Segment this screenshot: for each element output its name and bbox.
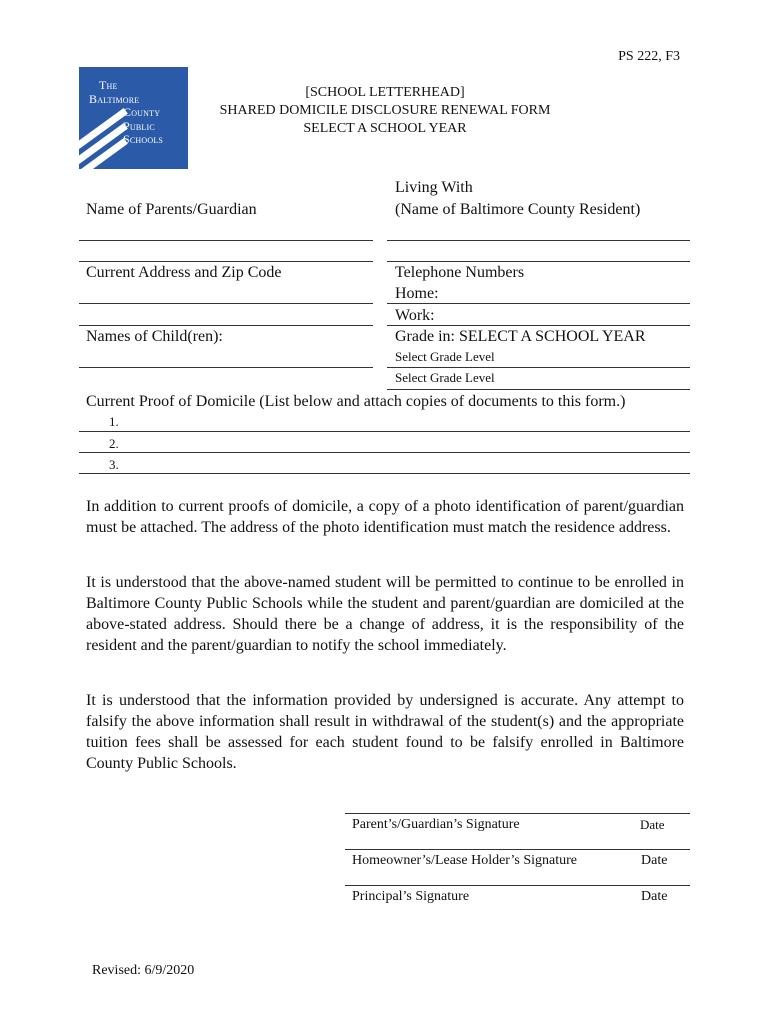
address-top-line: [79, 261, 373, 262]
grade-level-select-1[interactable]: Select Grade Level: [395, 349, 495, 364]
principal-signature-line[interactable]: [345, 885, 690, 886]
parents-guardian-label: Name of Parents/Guardian: [86, 201, 257, 218]
logo-line-county: County: [123, 105, 161, 119]
work-phone-label: Work:: [395, 307, 435, 324]
proof-item-3: 3.: [109, 457, 119, 472]
form-code: PS 222, F3: [618, 49, 680, 64]
logo-text: [89, 78, 164, 147]
parent-signature-date: Date: [640, 817, 665, 832]
paragraph-enrollment: It is understood that the above-named student will be permitted to continue to be enrolled in Baltimore County Public Schools while the student and parent/guardian are domiciled at the above-stated address. Should there be a change of address, it is the responsibility of the resident and the parent/guardian to notify the school immediately.: [86, 574, 684, 654]
children-top-line: [79, 325, 373, 326]
homeowner-signature-label: Homeowner’s/Lease Holder’s Signature: [352, 853, 577, 868]
grade-line-1: [387, 367, 690, 368]
revised-date: Revised: 6/9/2020: [92, 963, 195, 978]
current-address-label: Current Address and Zip Code: [86, 264, 282, 281]
parents-guardian-line[interactable]: [79, 240, 373, 241]
proof-item-2: 2.: [109, 436, 119, 451]
proof-line-1[interactable]: [79, 431, 690, 432]
proof-line-2[interactable]: [79, 452, 690, 453]
grade-level-select-2[interactable]: Select Grade Level: [395, 370, 495, 385]
parent-signature-label: Parent’s/Guardian’s Signature: [352, 817, 520, 832]
living-with-label: Living With: [395, 179, 473, 196]
proof-item-1: 1.: [109, 414, 119, 429]
home-phone-line[interactable]: [387, 303, 690, 304]
header-form-title: SHARED DOMICILE DISCLOSURE RENEWAL FORM: [219, 103, 551, 118]
principal-signature-date: Date: [641, 889, 668, 904]
grade-in-label[interactable]: Grade in: SELECT A SCHOOL YEAR: [395, 328, 646, 345]
logo-line-public: Public: [123, 118, 155, 133]
bcps-logo: [79, 67, 188, 169]
address-line[interactable]: [79, 303, 373, 304]
living-with-line[interactable]: [387, 240, 690, 241]
proof-heading: Current Proof of Domicile (List below and attach copies of documents to this form.): [86, 393, 626, 410]
homeowner-signature-line[interactable]: [345, 849, 690, 850]
telephone-label: Telephone Numbers: [395, 264, 525, 281]
logo-line-schools: Schools: [123, 132, 164, 146]
parent-signature-line[interactable]: [345, 813, 690, 814]
header-letterhead: [SCHOOL LETTERHEAD]: [305, 85, 465, 100]
grade-line-2: [387, 389, 690, 390]
children-line[interactable]: [79, 367, 373, 368]
logo-line-the: The: [99, 78, 118, 92]
living-with-sublabel: (Name of Baltimore County Resident): [395, 201, 641, 218]
children-label: Names of Child(ren):: [86, 328, 223, 345]
paragraph-photo-id: In addition to current proofs of domicile, a copy of a photo identification of parent/guardian must be attached. The address of the photo identification must match the residence address.: [86, 498, 684, 536]
homeowner-signature-date: Date: [641, 853, 668, 868]
telephone-top-line: [387, 261, 690, 262]
paragraph-accuracy: It is understood that the information provided by undersigned is accurate. Any attempt to falsify the above information shall result in withdrawal of the student(s) and the appropriate tuition fees shall be assessed for each student found to be falsify enrolled in Baltimore County Public Schools.: [86, 692, 684, 772]
header-school-year: SELECT A SCHOOL YEAR: [303, 121, 467, 136]
proof-line-3[interactable]: [79, 473, 690, 474]
work-phone-line[interactable]: [387, 325, 690, 326]
home-phone-label: Home:: [395, 285, 439, 302]
letterhead-header: [190, 84, 580, 138]
logo-line-baltimore: Baltimore: [89, 91, 140, 106]
principal-signature-label: Principal’s Signature: [352, 889, 470, 904]
